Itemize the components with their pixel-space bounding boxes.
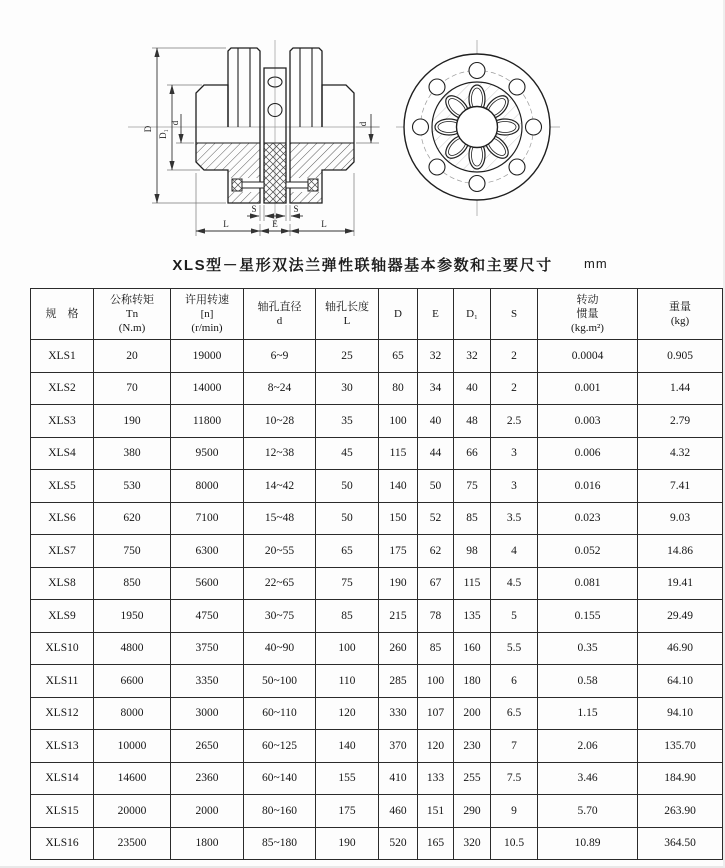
value-cell: 4	[491, 535, 538, 568]
value-cell: 6600	[94, 665, 171, 698]
spec-cell: XLS1	[31, 340, 94, 373]
spec-cell: XLS9	[31, 600, 94, 633]
coupling-parameters-table	[30, 288, 723, 860]
value-cell: 107	[418, 697, 454, 730]
value-cell: 320	[454, 827, 491, 860]
value-cell: 260	[379, 632, 418, 665]
value-cell: 3350	[171, 665, 244, 698]
table-header-row	[31, 289, 723, 340]
value-cell: 2.79	[638, 405, 723, 438]
value-cell: 5600	[171, 567, 244, 600]
column-header-0: 规 格	[31, 289, 94, 340]
flange-bolt-right	[286, 179, 318, 191]
spec-cell: XLS8	[31, 567, 94, 600]
value-cell: 100	[379, 405, 418, 438]
value-cell: 380	[94, 437, 171, 470]
dim-label-S-left: S	[251, 204, 257, 214]
dim-label-D: D	[143, 125, 153, 133]
spec-cell: XLS6	[31, 502, 94, 535]
value-cell: 44	[418, 437, 454, 470]
coupling-drawing-area	[0, 10, 725, 242]
value-cell: 60~125	[244, 730, 316, 763]
unit-label: mm	[584, 256, 608, 271]
value-cell: 29.49	[638, 600, 723, 633]
value-cell: 30	[316, 372, 379, 405]
value-cell: 6~9	[244, 340, 316, 373]
value-cell: 290	[454, 795, 491, 828]
value-cell: 8~24	[244, 372, 316, 405]
value-cell: 6300	[171, 535, 244, 568]
table-title: XLS型－星形双法兰弹性联轴器基本参数和主要尺寸	[172, 257, 553, 274]
spec-cell: XLS13	[31, 730, 94, 763]
value-cell: 190	[379, 567, 418, 600]
value-cell: 50	[316, 502, 379, 535]
value-cell: 50	[418, 470, 454, 503]
spec-cell: XLS3	[31, 405, 94, 438]
value-cell: 3.5	[491, 502, 538, 535]
value-cell: 530	[94, 470, 171, 503]
value-cell: 85	[418, 632, 454, 665]
table-row	[31, 632, 723, 665]
column-header-2: 许用转速 [n] (r/min)	[171, 289, 244, 340]
value-cell: 140	[316, 730, 379, 763]
value-cell: 5.70	[538, 795, 638, 828]
column-header-7: D₁	[454, 289, 491, 340]
value-cell: 7.5	[491, 762, 538, 795]
value-cell: 14~42	[244, 470, 316, 503]
value-cell: 9500	[171, 437, 244, 470]
value-cell: 14.86	[638, 535, 723, 568]
value-cell: 64.10	[638, 665, 723, 698]
value-cell: 3	[491, 470, 538, 503]
value-cell: 10.5	[491, 827, 538, 860]
value-cell: 0.001	[538, 372, 638, 405]
value-cell: 0.155	[538, 600, 638, 633]
table-row	[31, 470, 723, 503]
value-cell: 620	[94, 502, 171, 535]
value-cell: 32	[418, 340, 454, 373]
value-cell: 2650	[171, 730, 244, 763]
dim-label-E: E	[272, 219, 278, 229]
value-cell: 263.90	[638, 795, 723, 828]
value-cell: 175	[379, 535, 418, 568]
value-cell: 135	[454, 600, 491, 633]
value-cell: 115	[454, 567, 491, 600]
value-cell: 14000	[171, 372, 244, 405]
value-cell: 20000	[94, 795, 171, 828]
value-cell: 80~160	[244, 795, 316, 828]
value-cell: 9.03	[638, 502, 723, 535]
value-cell: 410	[379, 762, 418, 795]
dim-label-S-right: S	[293, 204, 299, 214]
value-cell: 1.15	[538, 697, 638, 730]
table-row	[31, 795, 723, 828]
value-cell: 3000	[171, 697, 244, 730]
value-cell: 0.35	[538, 632, 638, 665]
value-cell: 85~180	[244, 827, 316, 860]
value-cell: 8000	[94, 697, 171, 730]
value-cell: 215	[379, 600, 418, 633]
value-cell: 3.46	[538, 762, 638, 795]
value-cell: 66	[454, 437, 491, 470]
table-row	[31, 372, 723, 405]
value-cell: 10.89	[538, 827, 638, 860]
value-cell: 0.081	[538, 567, 638, 600]
value-cell: 40	[418, 405, 454, 438]
value-cell: 0.003	[538, 405, 638, 438]
value-cell: 330	[379, 697, 418, 730]
value-cell: 94.10	[638, 697, 723, 730]
value-cell: 34	[418, 372, 454, 405]
spec-cell: XLS5	[31, 470, 94, 503]
front-view	[396, 40, 560, 216]
value-cell: 60~140	[244, 762, 316, 795]
value-cell: 370	[379, 730, 418, 763]
value-cell: 120	[316, 697, 379, 730]
value-cell: 20~55	[244, 535, 316, 568]
column-header-5: D	[379, 289, 418, 340]
spec-cell: XLS14	[31, 762, 94, 795]
value-cell: 32	[454, 340, 491, 373]
spec-cell: XLS10	[31, 632, 94, 665]
value-cell: 4800	[94, 632, 171, 665]
value-cell: 0.0004	[538, 340, 638, 373]
column-header-6: E	[418, 289, 454, 340]
value-cell: 364.50	[638, 827, 723, 860]
table-row	[31, 697, 723, 730]
spec-cell: XLS2	[31, 372, 94, 405]
value-cell: 100	[418, 665, 454, 698]
dim-label-d-left: d	[170, 120, 180, 126]
value-cell: 25	[316, 340, 379, 373]
value-cell: 19.41	[638, 567, 723, 600]
flange-bolt-left	[232, 179, 264, 191]
value-cell: 2	[491, 340, 538, 373]
dim-label-D1: D₁	[158, 129, 168, 139]
value-cell: 7100	[171, 502, 244, 535]
value-cell: 23500	[94, 827, 171, 860]
value-cell: 15~48	[244, 502, 316, 535]
value-cell: 20	[94, 340, 171, 373]
value-cell: 1.44	[638, 372, 723, 405]
value-cell: 78	[418, 600, 454, 633]
value-cell: 62	[418, 535, 454, 568]
value-cell: 85	[316, 600, 379, 633]
value-cell: 7.41	[638, 470, 723, 503]
table-body	[31, 340, 723, 860]
table-row	[31, 665, 723, 698]
value-cell: 75	[454, 470, 491, 503]
value-cell: 40~90	[244, 632, 316, 665]
value-cell: 155	[316, 762, 379, 795]
spec-cell: XLS7	[31, 535, 94, 568]
column-header-9: 转动 惯量 (kg.m²)	[538, 289, 638, 340]
value-cell: 100	[316, 632, 379, 665]
value-cell: 285	[379, 665, 418, 698]
dim-label-d-right: d	[358, 121, 368, 127]
value-cell: 180	[454, 665, 491, 698]
value-cell: 4750	[171, 600, 244, 633]
value-cell: 75	[316, 567, 379, 600]
value-cell: 6.5	[491, 697, 538, 730]
value-cell: 4.32	[638, 437, 723, 470]
value-cell: 22~65	[244, 567, 316, 600]
column-header-1: 公称转矩 Tn (N.m)	[94, 289, 171, 340]
table-row	[31, 437, 723, 470]
value-cell: 10000	[94, 730, 171, 763]
value-cell: 1800	[171, 827, 244, 860]
value-cell: 48	[454, 405, 491, 438]
value-cell: 67	[418, 567, 454, 600]
value-cell: 70	[94, 372, 171, 405]
value-cell: 165	[418, 827, 454, 860]
table-row	[31, 340, 723, 373]
value-cell: 12~38	[244, 437, 316, 470]
value-cell: 230	[454, 730, 491, 763]
table-row	[31, 762, 723, 795]
dimension-annotations	[143, 48, 379, 236]
spec-cell: XLS12	[31, 697, 94, 730]
value-cell: 65	[316, 535, 379, 568]
spec-cell: XLS15	[31, 795, 94, 828]
value-cell: 7	[491, 730, 538, 763]
value-cell: 14600	[94, 762, 171, 795]
value-cell: 46.90	[638, 632, 723, 665]
column-header-10: 重量 (kg)	[638, 289, 723, 340]
value-cell: 160	[454, 632, 491, 665]
value-cell: 50~100	[244, 665, 316, 698]
value-cell: 35	[316, 405, 379, 438]
value-cell: 190	[94, 405, 171, 438]
value-cell: 50	[316, 470, 379, 503]
value-cell: 3750	[171, 632, 244, 665]
value-cell: 52	[418, 502, 454, 535]
value-cell: 750	[94, 535, 171, 568]
value-cell: 0.016	[538, 470, 638, 503]
value-cell: 11800	[171, 405, 244, 438]
value-cell: 40	[454, 372, 491, 405]
value-cell: 9	[491, 795, 538, 828]
table-row	[31, 535, 723, 568]
value-cell: 460	[379, 795, 418, 828]
column-header-3: 轴孔直径 d	[244, 289, 316, 340]
value-cell: 133	[418, 762, 454, 795]
value-cell: 2.5	[491, 405, 538, 438]
spec-cell: XLS4	[31, 437, 94, 470]
value-cell: 255	[454, 762, 491, 795]
value-cell: 98	[454, 535, 491, 568]
value-cell: 85	[454, 502, 491, 535]
value-cell: 6	[491, 665, 538, 698]
shaft-bore-hole	[457, 107, 498, 148]
value-cell: 110	[316, 665, 379, 698]
value-cell: 115	[379, 437, 418, 470]
value-cell: 80	[379, 372, 418, 405]
value-cell: 1950	[94, 600, 171, 633]
value-cell: 5.5	[491, 632, 538, 665]
value-cell: 0.052	[538, 535, 638, 568]
dim-label-L-right: L	[321, 219, 327, 229]
spec-cell: XLS11	[31, 665, 94, 698]
value-cell: 8000	[171, 470, 244, 503]
value-cell: 4.5	[491, 567, 538, 600]
value-cell: 200	[454, 697, 491, 730]
value-cell: 45	[316, 437, 379, 470]
table-row	[31, 567, 723, 600]
coupling-technical-drawing	[0, 10, 725, 242]
value-cell: 0.023	[538, 502, 638, 535]
title-row	[0, 254, 725, 278]
spec-cell: XLS16	[31, 827, 94, 860]
value-cell: 3	[491, 437, 538, 470]
value-cell: 120	[418, 730, 454, 763]
value-cell: 30~75	[244, 600, 316, 633]
table-row	[31, 730, 723, 763]
value-cell: 2360	[171, 762, 244, 795]
value-cell: 2000	[171, 795, 244, 828]
column-header-8: S	[491, 289, 538, 340]
value-cell: 140	[379, 470, 418, 503]
value-cell: 2	[491, 372, 538, 405]
value-cell: 2.06	[538, 730, 638, 763]
dim-label-L-left: L	[223, 219, 229, 229]
value-cell: 60~110	[244, 697, 316, 730]
value-cell: 175	[316, 795, 379, 828]
value-cell: 850	[94, 567, 171, 600]
value-cell: 184.90	[638, 762, 723, 795]
value-cell: 0.006	[538, 437, 638, 470]
value-cell: 150	[379, 502, 418, 535]
table-row	[31, 405, 723, 438]
table-row	[31, 827, 723, 860]
value-cell: 0.905	[638, 340, 723, 373]
value-cell: 190	[316, 827, 379, 860]
value-cell: 151	[418, 795, 454, 828]
value-cell: 0.58	[538, 665, 638, 698]
value-cell: 520	[379, 827, 418, 860]
table-row	[31, 600, 723, 633]
value-cell: 135.70	[638, 730, 723, 763]
column-header-4: 轴孔长度 L	[316, 289, 379, 340]
table-row	[31, 502, 723, 535]
value-cell: 19000	[171, 340, 244, 373]
value-cell: 10~28	[244, 405, 316, 438]
value-cell: 65	[379, 340, 418, 373]
value-cell: 5	[491, 600, 538, 633]
